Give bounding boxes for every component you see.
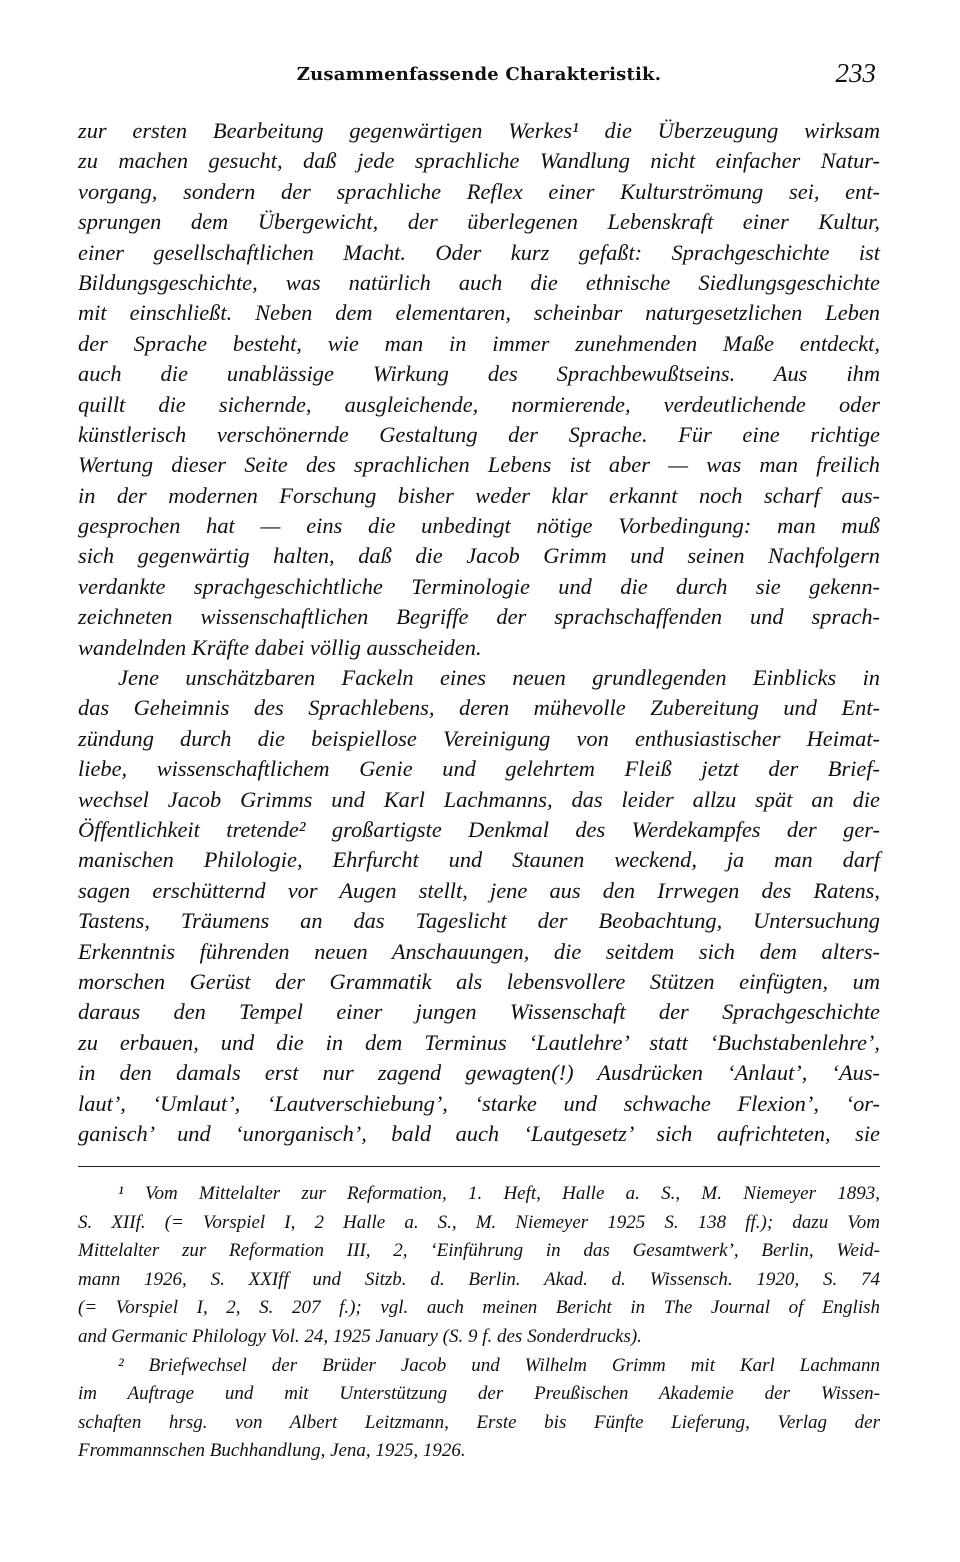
footnote-line: ² Briefwechsel der Brüder Jacob und Wilhelm Grimm mit Karl Lachmann [118,1354,880,1376]
footnote-line: (= Vorspiel I, 2, S. 207 f.); vgl. auch meinen Bericht in The Journal of English [78,1297,880,1319]
body-line: in den damals erst nur zagend gewagten(!) Ausdrücken ‘Anlaut’, ‘Aus- [78,1060,880,1086]
body-line: Öffentlichkeit tretende² großartigste Denkmal des Werdekampfes der ger- [78,816,880,842]
body-line: liebe, wissenschaftlichem Genie und gelehrtem Fleiß jetzt der Brief- [78,756,880,782]
footnote-line: Mittelalter zur Reformation III, 2, ‘Einführung in das Gesamtwerk’, Berlin, Weid- [78,1240,880,1262]
footnote-line: schaften hrsg. von Albert Leitzmann, Erste bis Fünfte Lieferung, Verlag der [78,1411,880,1433]
footnote-line: S. XIIf. (= Vorspiel I, 2 Halle a. S., M. Niemeyer 1925 S. 138 ff.); dazu Vom [78,1211,880,1233]
footnote-line: and Germanic Philology Vol. 24, 1925 January (S. 9 f. des Sonderdrucks). [78,1325,642,1347]
footnote-line: Frommannschen Buchhandlung, Jena, 1925, 1926. [78,1440,466,1462]
body-line: zeichneten wissenschaftlichen Begriffe der sprachschaffenden und sprach- [78,604,880,630]
body-line: manischen Philologie, Ehrfurcht und Staunen weckend, ja man darf [78,847,880,873]
body-line: zu machen gesucht, daß jede sprachliche Wandlung nicht einfacher Natur- [78,148,880,174]
footnote-line: mann 1926, S. XXIff und Sitzb. d. Berlin. Akad. d. Wissensch. 1920, S. 74 [78,1268,880,1290]
body-line: ganisch’ und ‘unorganisch’, bald auch ‘Lautgesetz’ sich aufrichteten, sie [78,1120,880,1146]
body-line: gesprochen hat — eins die unbedingt nötige Vorbedingung: man muß [78,513,880,539]
running-head-title: Zusammenfassende Charakteristik. [296,64,662,85]
body-line: das Geheimnis des Sprachlebens, deren mühevolle Zubereitung und Ent- [78,695,880,721]
body-line: zur ersten Bearbeitung gegenwärtigen Werkes¹ die Überzeugung wirksam [78,118,880,143]
body-line: quillt die sichernde, ausgleichende, normierende, verdeutlichende oder [78,391,880,417]
body-line: laut’, ‘Umlaut’, ‘Lautverschiebung’, ‘starke und schwache Flexion’, ‘or- [78,1090,880,1116]
body-line: wechsel Jacob Grimms und Karl Lachmanns, das leider allzu spät an die [78,786,880,812]
footnotes [78,1180,880,1466]
body-line: in der modernen Forschung bisher weder klar erkannt noch scharf aus- [78,482,880,508]
body-line: daraus den Tempel einer jungen Wissenschaft der Sprachgeschichte [78,999,880,1025]
body-line: zu erbauen, und die in dem Terminus ‘Lautlehre’ statt ‘Buchstabenlehre’, [78,1029,880,1055]
body-line: vorgang, sondern der sprachliche Reflex einer Kulturströmung sei, ent- [78,178,880,204]
body-line: Wertung dieser Seite des sprachlichen Lebens ist aber — was man freilich [78,452,880,478]
body-line: wandelnden Kräfte dabei völlig ausscheiden. [78,634,482,660]
footnote-line: im Auftrage und mit Unterstützung der Preußischen Akademie der Wissen- [78,1383,880,1405]
page-number: 233 [835,58,876,88]
body-line: Erkenntnis führenden neuen Anschauungen, die seitdem sich dem alters- [78,938,880,964]
body-line: Bildungsgeschichte, was natürlich auch die ethnische Siedlungsgeschichte [78,269,880,295]
body-line: Tastens, Träumens an das Tageslicht der Beobachtung, Untersuchung [78,908,880,934]
running-head [78,58,880,98]
body-line: morschen Gerüst der Grammatik als lebensvollere Stützen einfügten, um [78,968,880,994]
body-line: zündung durch die beispiellose Vereinigung von enthusiastischer Heimat- [78,725,880,751]
body-line: mit einschließt. Neben dem elementaren, scheinbar naturgesetzlichen Leben [78,300,880,326]
footnote-separator [78,1166,880,1167]
body-line: Jene unschätzbaren Fackeln eines neuen grundlegenden Einblicks in [118,665,880,691]
body-text [78,116,880,1149]
body-line: sprungen dem Übergewicht, der überlegenen Lebenskraft einer Kultur, [78,209,880,235]
body-line: einer gesellschaftlichen Macht. Oder kurz gefaßt: Sprachgeschichte ist [78,239,880,265]
body-line: auch die unablässige Wirkung des Sprachbewußtseins. Aus ihm [78,361,880,387]
body-line: künstlerisch verschönernde Gestaltung der Sprache. Für eine richtige [78,421,880,447]
body-line: sich gegenwärtig halten, daß die Jacob Grimm und seinen Nachfolgern [78,543,880,569]
body-line: sagen erschütternd vor Augen stellt, jene aus den Irrwegen des Ratens, [78,877,880,903]
body-line: der Sprache besteht, wie man in immer zunehmenden Maße entdeckt, [78,330,880,356]
body-line: verdankte sprachgeschichtliche Terminologie und die durch sie gekenn- [78,573,880,599]
footnote-line: ¹ Vom Mittelalter zur Reformation, 1. Heft, Halle a. S., M. Niemeyer 1893, [118,1183,880,1204]
